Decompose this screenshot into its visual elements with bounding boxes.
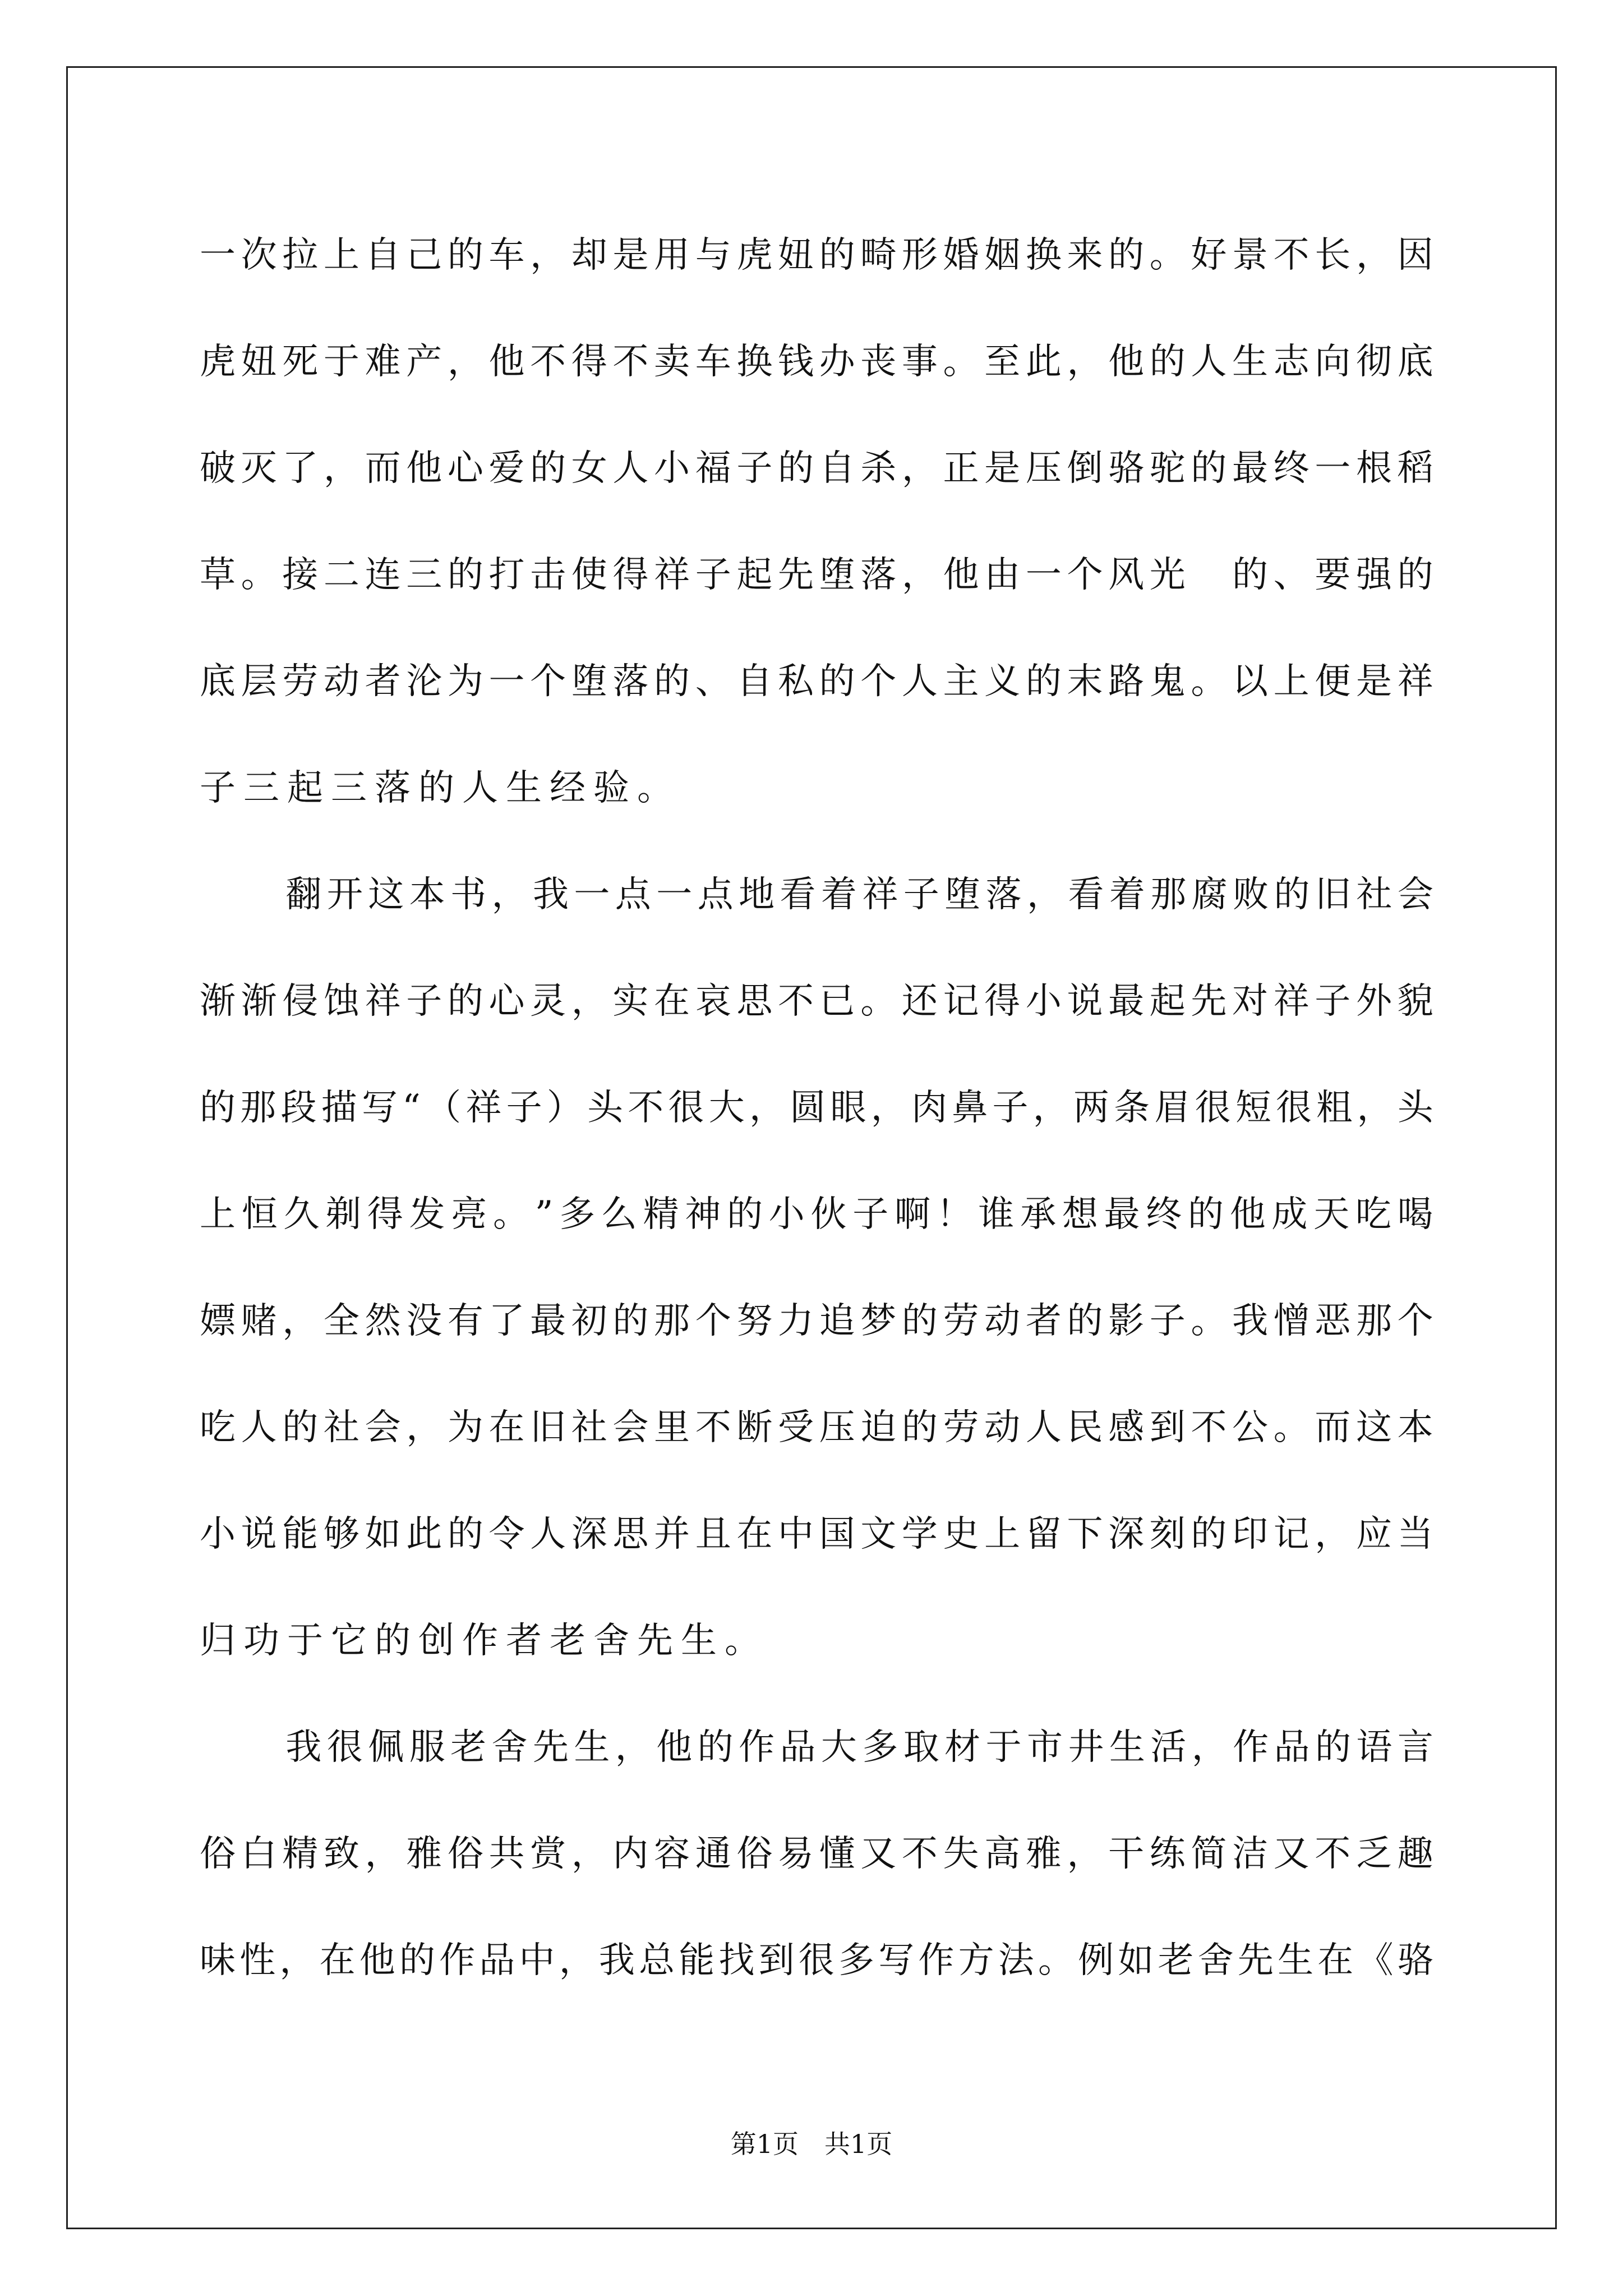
text-line: 归 功 于 它 的 创 作 者 老 舍 先 生 。 [200, 1620, 760, 1662]
text-line: 底 层 劳 动 者 沦 为 一 个 堕 落 的 、 自 私 的 个 人 主 义 的 末 路 鬼 。 以 上 便 是 祥 [200, 661, 1433, 702]
text-line: 子 三 起 三 落 的 人 生 经 验 。 [200, 767, 673, 809]
text-line: 破 灭 了 ， 而 他 心 爱 的 女 人 小 福 子 的 自 杀 ， 正 是 压 倒 骆 驼 的 最 终 一 根 稻 [200, 448, 1433, 489]
text-line: 翻 开 这 本 书 ， 我 一 点 一 点 地 看 着 祥 子 堕 落 ， 看 着 那 腐 败 的 旧 社 会 [285, 874, 1433, 915]
text-line: 俗 白 精 致 ， 雅 俗 共 赏 ， 内 容 通 俗 易 懂 又 不 失 高 雅 ， 干 练 简 洁 又 不 乏 趣 [200, 1833, 1433, 1875]
text-line: 一 次 拉 上 自 己 的 车 ， 却 是 用 与 虎 妞 的 畸 形 婚 姻 换 来 的 。 好 景 不 长 ， 因 [200, 234, 1433, 276]
text-line: 上 恒 久 剃 得 发 亮 。 ” 多 么 精 神 的 小 伙 子 啊 ！ 谁 承 想 最 终 的 他 成 天 吃 喝 [200, 1194, 1433, 1235]
text-line: 的 那 段 描 写 “ （ 祥 子 ） 头 不 很 大 ， 圆 眼 ， 肉 鼻 子 ， 两 条 眉 很 短 很 粗 ， 头 [200, 1087, 1433, 1129]
text-line: 我 很 佩 服 老 舍 先 生 ， 他 的 作 品 大 多 取 材 于 市 井 生 活 ， 作 品 的 语 言 [285, 1727, 1433, 1768]
text-line: 虎 妞 死 于 难 产 ， 他 不 得 不 卖 车 换 钱 办 丧 事 。 至 此 ， 他 的 人 生 志 向 彻 底 [200, 341, 1433, 383]
text-line: 味 性 ， 在 他 的 作 品 中 ， 我 总 能 找 到 很 多 写 作 方 法 。 例 如 老 舍 先 生 在 《 骆 [200, 1940, 1433, 1981]
text-line: 小 说 能 够 如 此 的 令 人 深 思 并 且 在 中 国 文 学 史 上 留 下 深 刻 的 印 记 ， 应 当 [200, 1513, 1433, 1555]
document-body [200, 202, 1433, 2014]
text-line: 嫖 赌 ， 全 然 没 有 了 最 初 的 那 个 努 力 追 梦 的 劳 动 者 的 影 子 。 我 憎 恶 那 个 [200, 1300, 1433, 1342]
page-number-footer: 第1页 共1页 [730, 2129, 893, 2159]
text-line: 渐 渐 侵 蚀 祥 子 的 心 灵 ， 实 在 哀 思 不 已 。 还 记 得 小 说 最 起 先 对 祥 子 外 貌 [200, 981, 1433, 1022]
text-line: 吃 人 的 社 会 ， 为 在 旧 社 会 里 不 断 受 压 迫 的 劳 动 人 民 感 到 不 公 。 而 这 本 [200, 1407, 1433, 1448]
text-line: 草 。 接 二 连 三 的 打 击 使 得 祥 子 起 先 堕 落 ， 他 由 一 个 风 光 的 、 要 强 的 [200, 554, 1433, 596]
